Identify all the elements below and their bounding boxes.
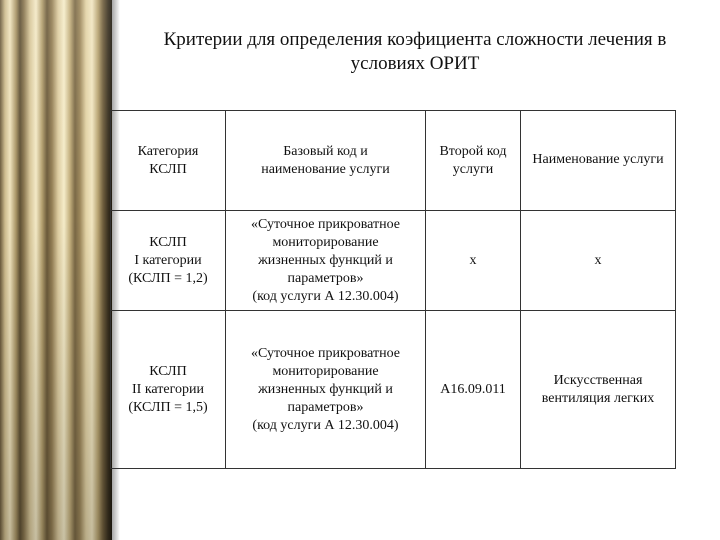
curtain-shading [0,0,112,540]
row2-second-code: А16.09.011 [426,311,521,469]
header-service-name: Наименование услуги [521,111,676,211]
row1-category: КСЛП I категории (КСЛП = 1,2) [111,211,226,311]
header-base-code: Базовый код и наименование услуги [226,111,426,211]
criteria-table [110,110,676,469]
table-row [111,211,676,311]
row1-base-service: «Суточное прикроватное мониторирование жизненных функций и параметров» (код услуги А 12.30.004) [226,211,426,311]
slide-title-line-1: Критерии для определения коэфициента сложности лечения в [163,29,667,50]
slide-title-line-2: условиях ОРИТ [350,53,480,74]
row1-service-name: х [521,211,676,311]
row1-second-code: х [426,211,521,311]
header-second-code: Второй код услуги [426,111,521,211]
header-category: Категория КСЛП [111,111,226,211]
row2-base-service: «Суточное прикроватное мониторирование жизненных функций и параметров» (код услуги А 12.30.004) [226,311,426,469]
slide-title [130,28,700,76]
table-header-row [111,111,676,211]
row2-category: КСЛП II категории (КСЛП = 1,5) [111,311,226,469]
row2-service-name: Искусственная вентиляция легких [521,311,676,469]
table-row [111,311,676,469]
